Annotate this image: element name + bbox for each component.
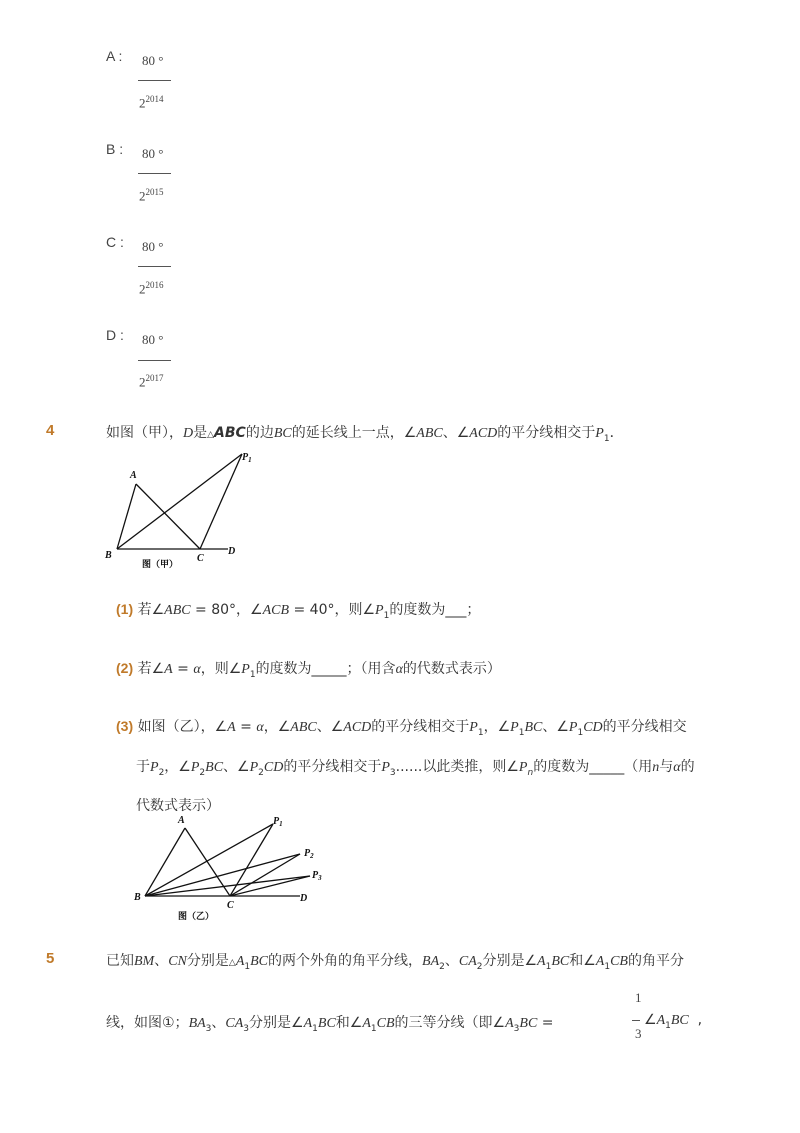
fraction-numerator: 80 ° bbox=[142, 332, 164, 347]
fraction-denominator: $2^{2016}$ bbox=[139, 280, 164, 297]
label-b: B bbox=[134, 892, 141, 903]
question-5-line2-end: $\angle A_1BC$ , bbox=[644, 1012, 703, 1031]
sub-question-3-line3: 代数式表示） bbox=[136, 798, 220, 814]
figure-caption: 图（甲） bbox=[142, 559, 179, 569]
fraction-bar bbox=[138, 360, 171, 361]
fraction-bar bbox=[632, 1020, 640, 1021]
question-4-stem: 如图（甲），D是△ABC的边BC的延长线上一点，∠ABC、∠ACD的平分线相交于$P_1$． bbox=[106, 425, 624, 444]
label-b: B bbox=[105, 550, 112, 561]
question-number: 4 bbox=[46, 422, 55, 439]
fraction-numerator: 80 ° bbox=[142, 239, 164, 254]
sub-number: (1) bbox=[116, 601, 134, 617]
fraction-bar bbox=[138, 266, 171, 267]
fraction-bar bbox=[138, 173, 171, 174]
label-p2: $P_2$ bbox=[304, 848, 314, 860]
figure-caption: 图（乙） bbox=[178, 911, 215, 921]
fraction-numerator: 1 bbox=[635, 990, 642, 1005]
option-label: A : bbox=[106, 48, 123, 64]
question-5-line2: 线，如图①；$BA_3$、$CA_3$分别是$\angle A_1BC$和$\angle A_1CB$的三等分线（即$\angle A_3BC$ = bbox=[106, 1015, 554, 1034]
label-c: C bbox=[227, 900, 234, 911]
figure-yi bbox=[130, 812, 335, 927]
sub-question-2: (2) 若∠A = α，则$\angle P_1$的度数为_____；（用含α的代数式表示） bbox=[116, 660, 501, 680]
sub-question-3-line2: 于$P_2$，$\angle P_2BC$、$\angle P_2CD$的平分线相交于$P_3$......以此类推，则$\angle P_n$的度数为_____（用n与α的 bbox=[136, 759, 695, 778]
label-d: D bbox=[228, 546, 236, 557]
label-a: A bbox=[130, 470, 137, 481]
sub-number: (2) bbox=[116, 660, 134, 676]
label-a: A bbox=[178, 815, 185, 826]
sub-question-3: (3) 如图（乙），∠A = α，∠ABC、∠ACD的平分线相交于$P_1$，$\angle P_1BC$、$\angle P_1CD$的平分线相交 bbox=[116, 718, 687, 738]
label-p1: $P_1$ bbox=[273, 816, 283, 828]
label-p1: $P_1$ bbox=[242, 452, 252, 464]
sub-question-1: (1) 若∠ABC = 80°，∠ACB = 40°，则$\angle P_1$的度数为___； bbox=[116, 601, 481, 621]
question-number: 5 bbox=[46, 950, 55, 967]
fraction-numerator: 80 ° bbox=[142, 146, 164, 161]
label-d: D bbox=[300, 893, 308, 904]
question-5-stem: 已知BM、CN分别是$\triangle A_1BC$的两个外角的角平分线，$BA_2$、$CA_2$分别是$\angle A_1BC$和$\angle A_1CB$的角平分 bbox=[106, 953, 684, 972]
option-label: D : bbox=[106, 327, 124, 343]
fraction-denominator: $2^{2014}$ bbox=[139, 94, 164, 111]
fraction-denominator: 3 bbox=[635, 1026, 642, 1041]
fraction-bar bbox=[138, 80, 171, 81]
fraction-numerator: 80 ° bbox=[142, 53, 164, 68]
fraction-denominator: $2^{2015}$ bbox=[139, 187, 164, 204]
sub-number: (3) bbox=[116, 718, 134, 734]
option-label: B : bbox=[106, 141, 124, 157]
label-c: C bbox=[197, 553, 204, 564]
option-label: C : bbox=[106, 234, 124, 250]
fraction-denominator: $2^{2017}$ bbox=[139, 373, 164, 390]
figure-jia bbox=[100, 448, 252, 573]
label-p3: $P_3$ bbox=[312, 870, 322, 882]
